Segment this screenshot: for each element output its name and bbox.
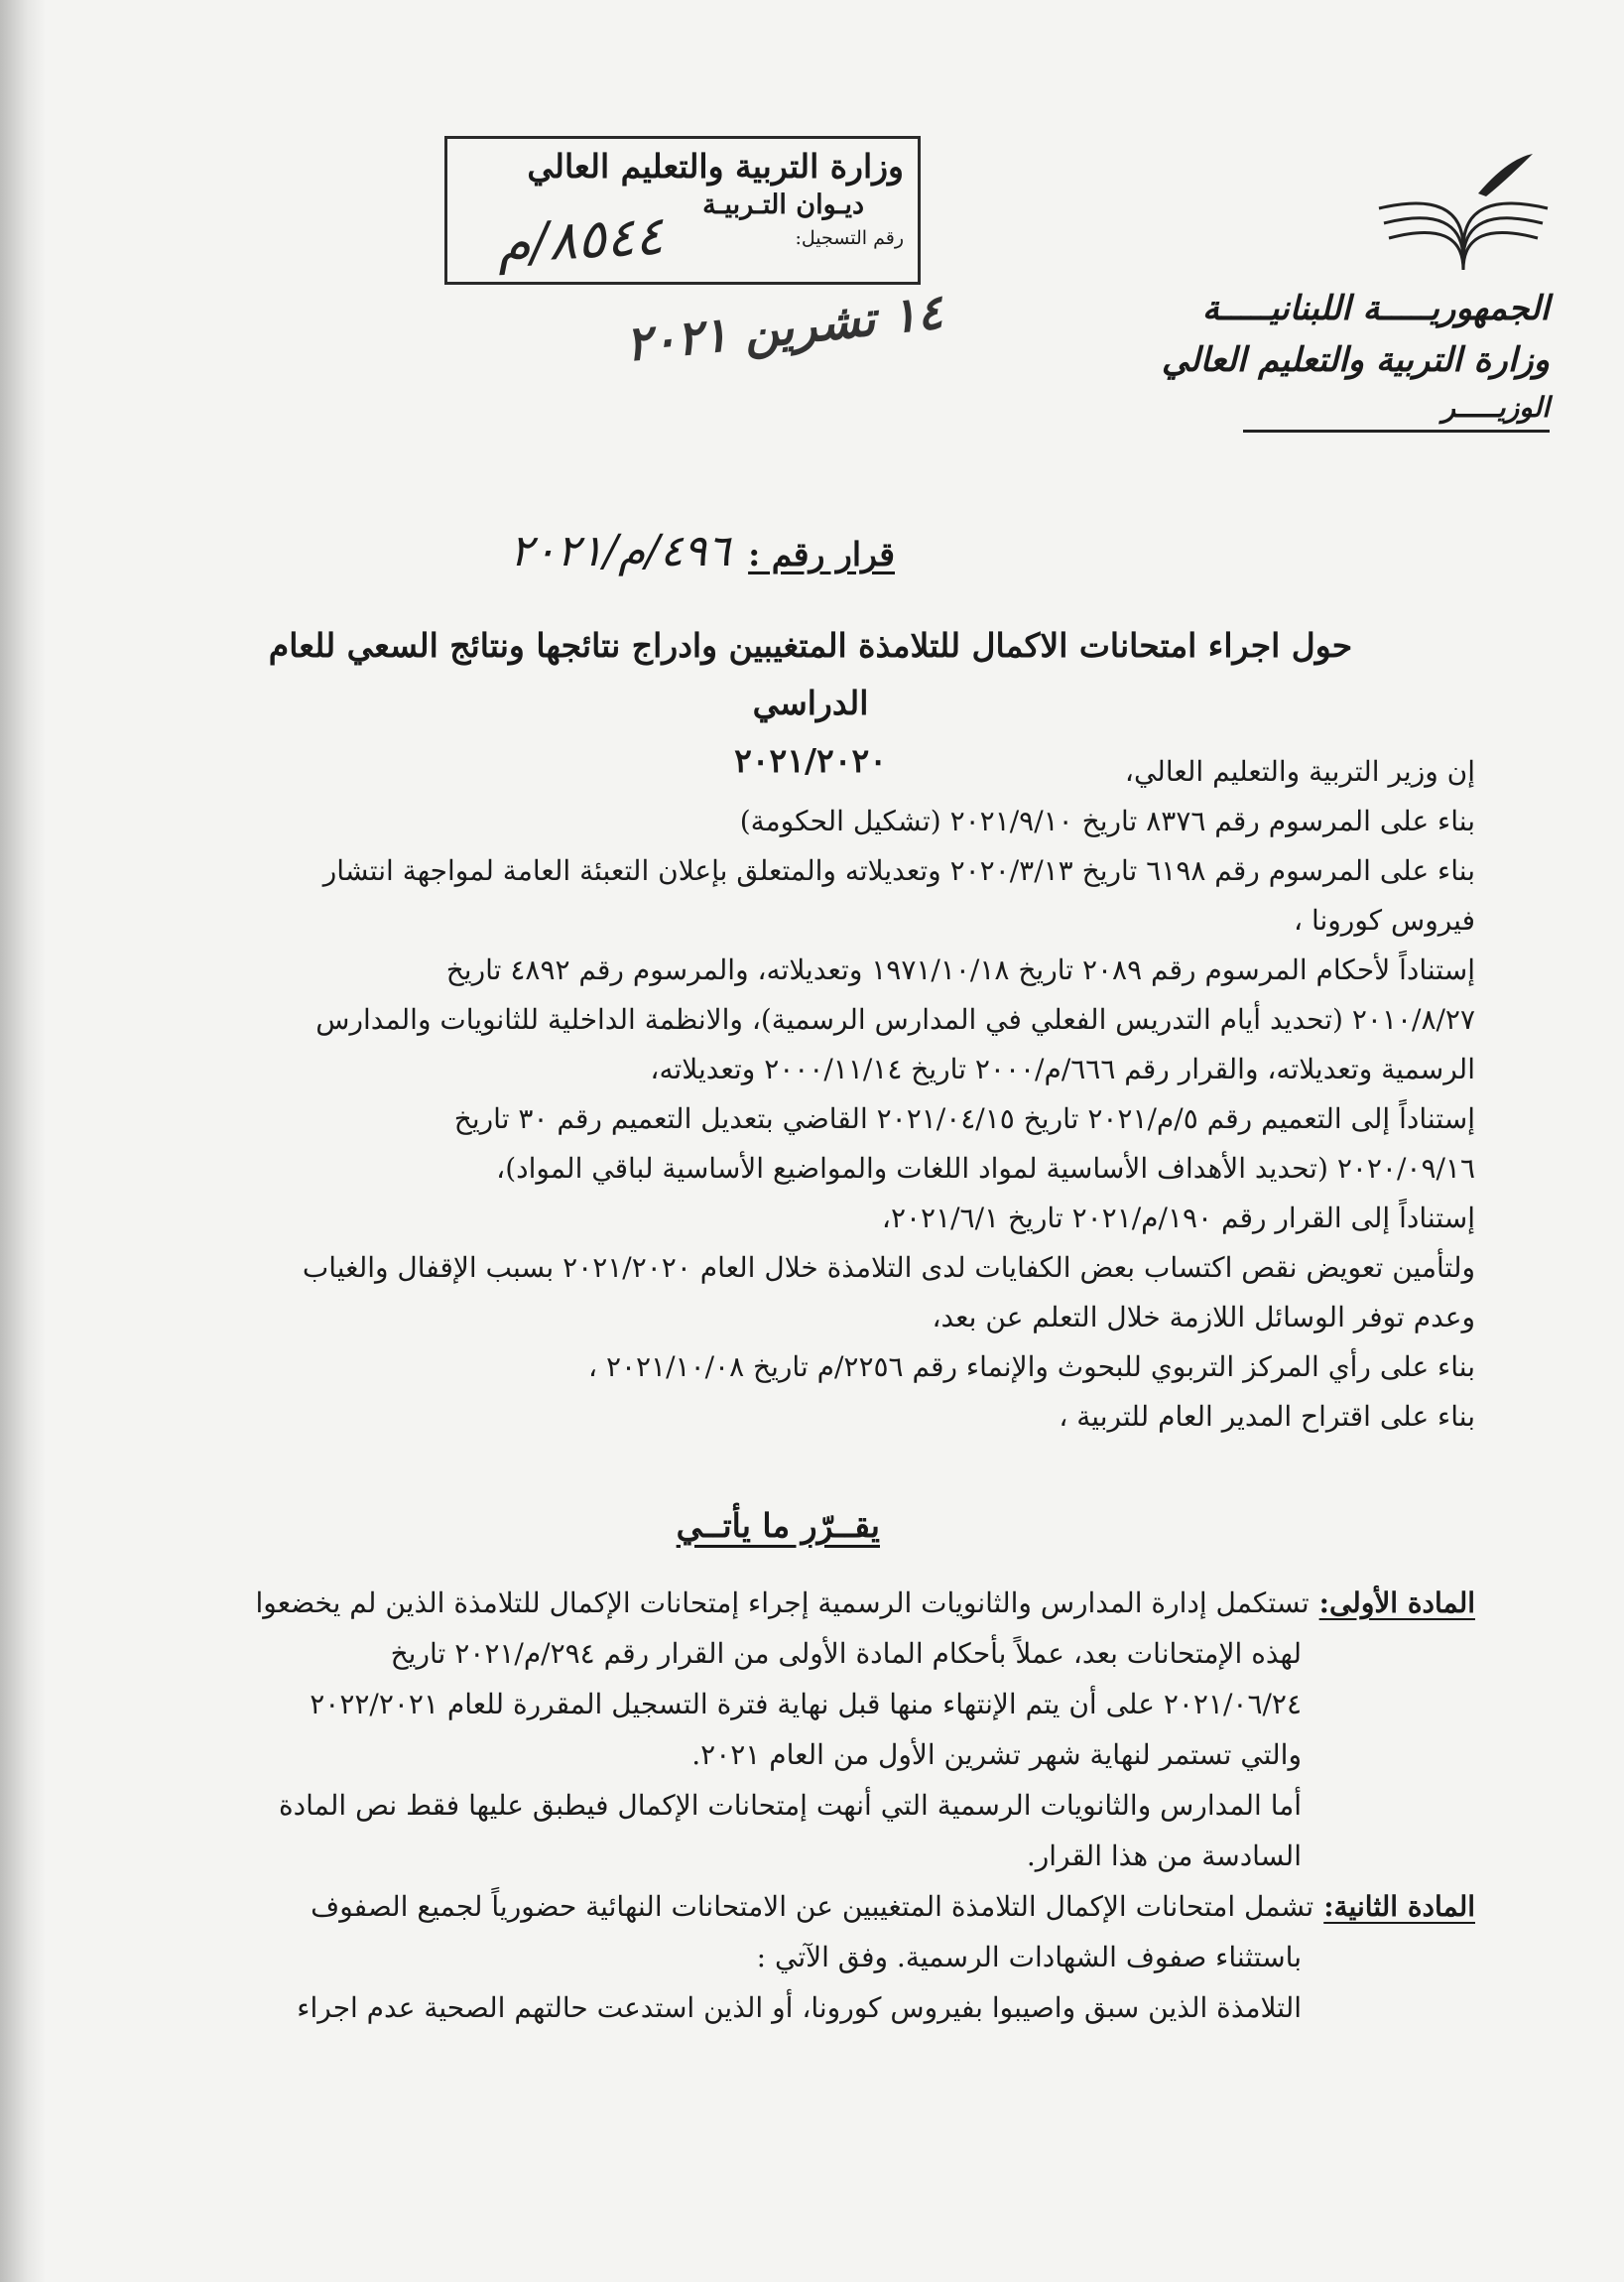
preamble xyxy=(166,747,1475,1442)
decision-number-row xyxy=(510,526,895,576)
preamble-line: الرسمية وتعديلاته، والقرار رقم ٦٦٦/م/٢٠٠٠ تاريخ ٢٠٠٠/١١/١٤ وتعديلاته، xyxy=(650,1053,1475,1085)
preamble-line: ولتأمين تعويض نقص اكتساب بعض الكفايات لدى التلامذة خلال العام ٢٠٢١/٢٠٢٠ بسبب الإقفال والغياب xyxy=(302,1251,1475,1284)
title-line-1: حول اجراء امتحانات الاكمال للتلامذة المتغيبين وادراج نتائجها ونتائج السعي للعام الدراسي xyxy=(268,626,1353,722)
stamp-date: ١٤ تشرين ٢٠٢١ xyxy=(622,284,945,373)
letterhead-minister: الوزيـــــر xyxy=(1243,386,1550,433)
decision-label: قرار رقم : xyxy=(748,535,895,573)
ministry-logo-icon xyxy=(1359,149,1567,278)
article-1-heading: المادة الأولى: xyxy=(1318,1586,1475,1619)
article-1-line: أما المدارس والثانويات الرسمية التي أنهت إمتحانات الإكمال فيطبق عليها فقط نص المادة xyxy=(279,1789,1302,1822)
preamble-line: إن وزير التربية والتعليم العالي، xyxy=(1124,755,1475,788)
stamp-office: ديـوان التـربيـة xyxy=(702,190,864,220)
preamble-line: إستناداً إلى التعميم رقم ٥/م/٢٠٢١ تاريخ ٢٠٢١/٠٤/١٥ القاضي بتعديل التعميم رقم ٣٠ تاريخ xyxy=(453,1102,1475,1135)
scan-edge-shadow xyxy=(0,0,46,2282)
title-line-2: ٢٠٢١/٢٠٢٠ xyxy=(734,741,887,780)
preamble-line: وعدم توفر الوسائل اللازمة خلال التعلم عن بعد، xyxy=(932,1301,1475,1333)
letterhead-republic: الجمهوريـــــة اللبنانيـــــة xyxy=(1201,289,1550,328)
preamble-line: بناء على رأي المركز التربوي للبحوث والإنماء رقم ٢٢٥٦/م تاريخ ٢٠٢١/١٠/٠٨ ، xyxy=(588,1350,1475,1383)
article-1-line: ٢٠٢١/٠٦/٢٤ على أن يتم الإنتهاء منها قبل نهاية فترة التسجيل المقررة للعام ٢٠٢٢/٢٠٢١ xyxy=(310,1688,1302,1720)
stamp-ministry: وزارة التربية والتعليم العالي xyxy=(527,147,904,186)
preamble-line: بناء على المرسوم رقم ٦١٩٨ تاريخ ٢٠٢٠/٣/١٣ وتعديلاته والمتعلق بإعلان التعبئة العامة لمواجهة انتشار xyxy=(322,854,1475,887)
article-2-text: تشمل امتحانات الإكمال التلامذة المتغيبين عن الامتحانات النهائية حضورياً لجميع الصفوف xyxy=(311,1890,1314,1923)
decision-number: ٤٩٦/م/٢٠٢١ xyxy=(509,526,731,576)
article-1-line: لهذه الإمتحانات بعد، عملاً بأحكام المادة الأولى من القرار رقم ٢٩٤/م/٢٠٢١ تاريخ xyxy=(390,1637,1302,1670)
article-2-heading: المادة الثانية: xyxy=(1323,1890,1475,1923)
registration-stamp xyxy=(444,136,921,285)
preamble-line: ٢٠١٠/٨/٢٧ (تحديد أيام التدريس الفعلي في المدارس الرسمية)، والانظمة الداخلية للثانويات والمدارس xyxy=(315,1003,1475,1036)
stamp-registration-number: ٨٥٤٤/م xyxy=(495,203,666,276)
preamble-line: فيروس كورونا ، xyxy=(1294,904,1475,937)
stamp-reg-label: رقم التسجيل: xyxy=(795,227,904,249)
preamble-line: بناء على المرسوم رقم ٨٣٧٦ تاريخ ٢٠٢١/٩/١٠ (تشكيل الحكومة) xyxy=(739,805,1475,837)
article-1-line: والتي تستمر لنهاية شهر تشرين الأول من العام ٢٠٢١. xyxy=(691,1738,1302,1771)
article-2-line: التلامذة الذين سبق واصيبوا بفيروس كورونا، أو الذين استدعت حالتهم الصحية عدم اجراء xyxy=(297,1991,1302,2024)
article-1-line: السادسة من هذا القرار. xyxy=(1026,1839,1302,1872)
article-1-line xyxy=(166,1578,1475,1628)
preamble-line: ٢٠٢٠/٠٩/١٦ (تحديد الأهداف الأساسية لمواد اللغات والمواضيع الأساسية لباقي المواد)، xyxy=(496,1152,1475,1185)
letterhead-ministry: وزارة التربية والتعليم العالي xyxy=(1161,340,1550,380)
article-2-line: باستثناء صفوف الشهادات الرسمية. وفق الآتي : xyxy=(756,1941,1302,1973)
article-1-text: تستكمل إدارة المدارس والثانويات الرسمية إجراء إمتحانات الإكمال للتلامذة الذين لم يخضعوا xyxy=(255,1586,1310,1619)
preamble-line: إستناداً إلى القرار رقم ١٩٠/م/٢٠٢١ تاريخ ٢٠٢١/٦/١، xyxy=(881,1202,1475,1234)
articles xyxy=(166,1578,1475,2033)
decides-heading: يقــرّر ما يأتــي xyxy=(676,1506,880,1545)
preamble-line: بناء على اقتراح المدير العام للتربية ، xyxy=(1059,1400,1475,1433)
preamble-line: إستناداً لأحكام المرسوم رقم ٢٠٨٩ تاريخ ١٩٧١/١٠/١٨ وتعديلاته، والمرسوم رقم ٤٨٩٢ تاريخ xyxy=(445,953,1475,986)
article-2-line xyxy=(166,1881,1475,1932)
letterhead xyxy=(1133,283,1550,433)
